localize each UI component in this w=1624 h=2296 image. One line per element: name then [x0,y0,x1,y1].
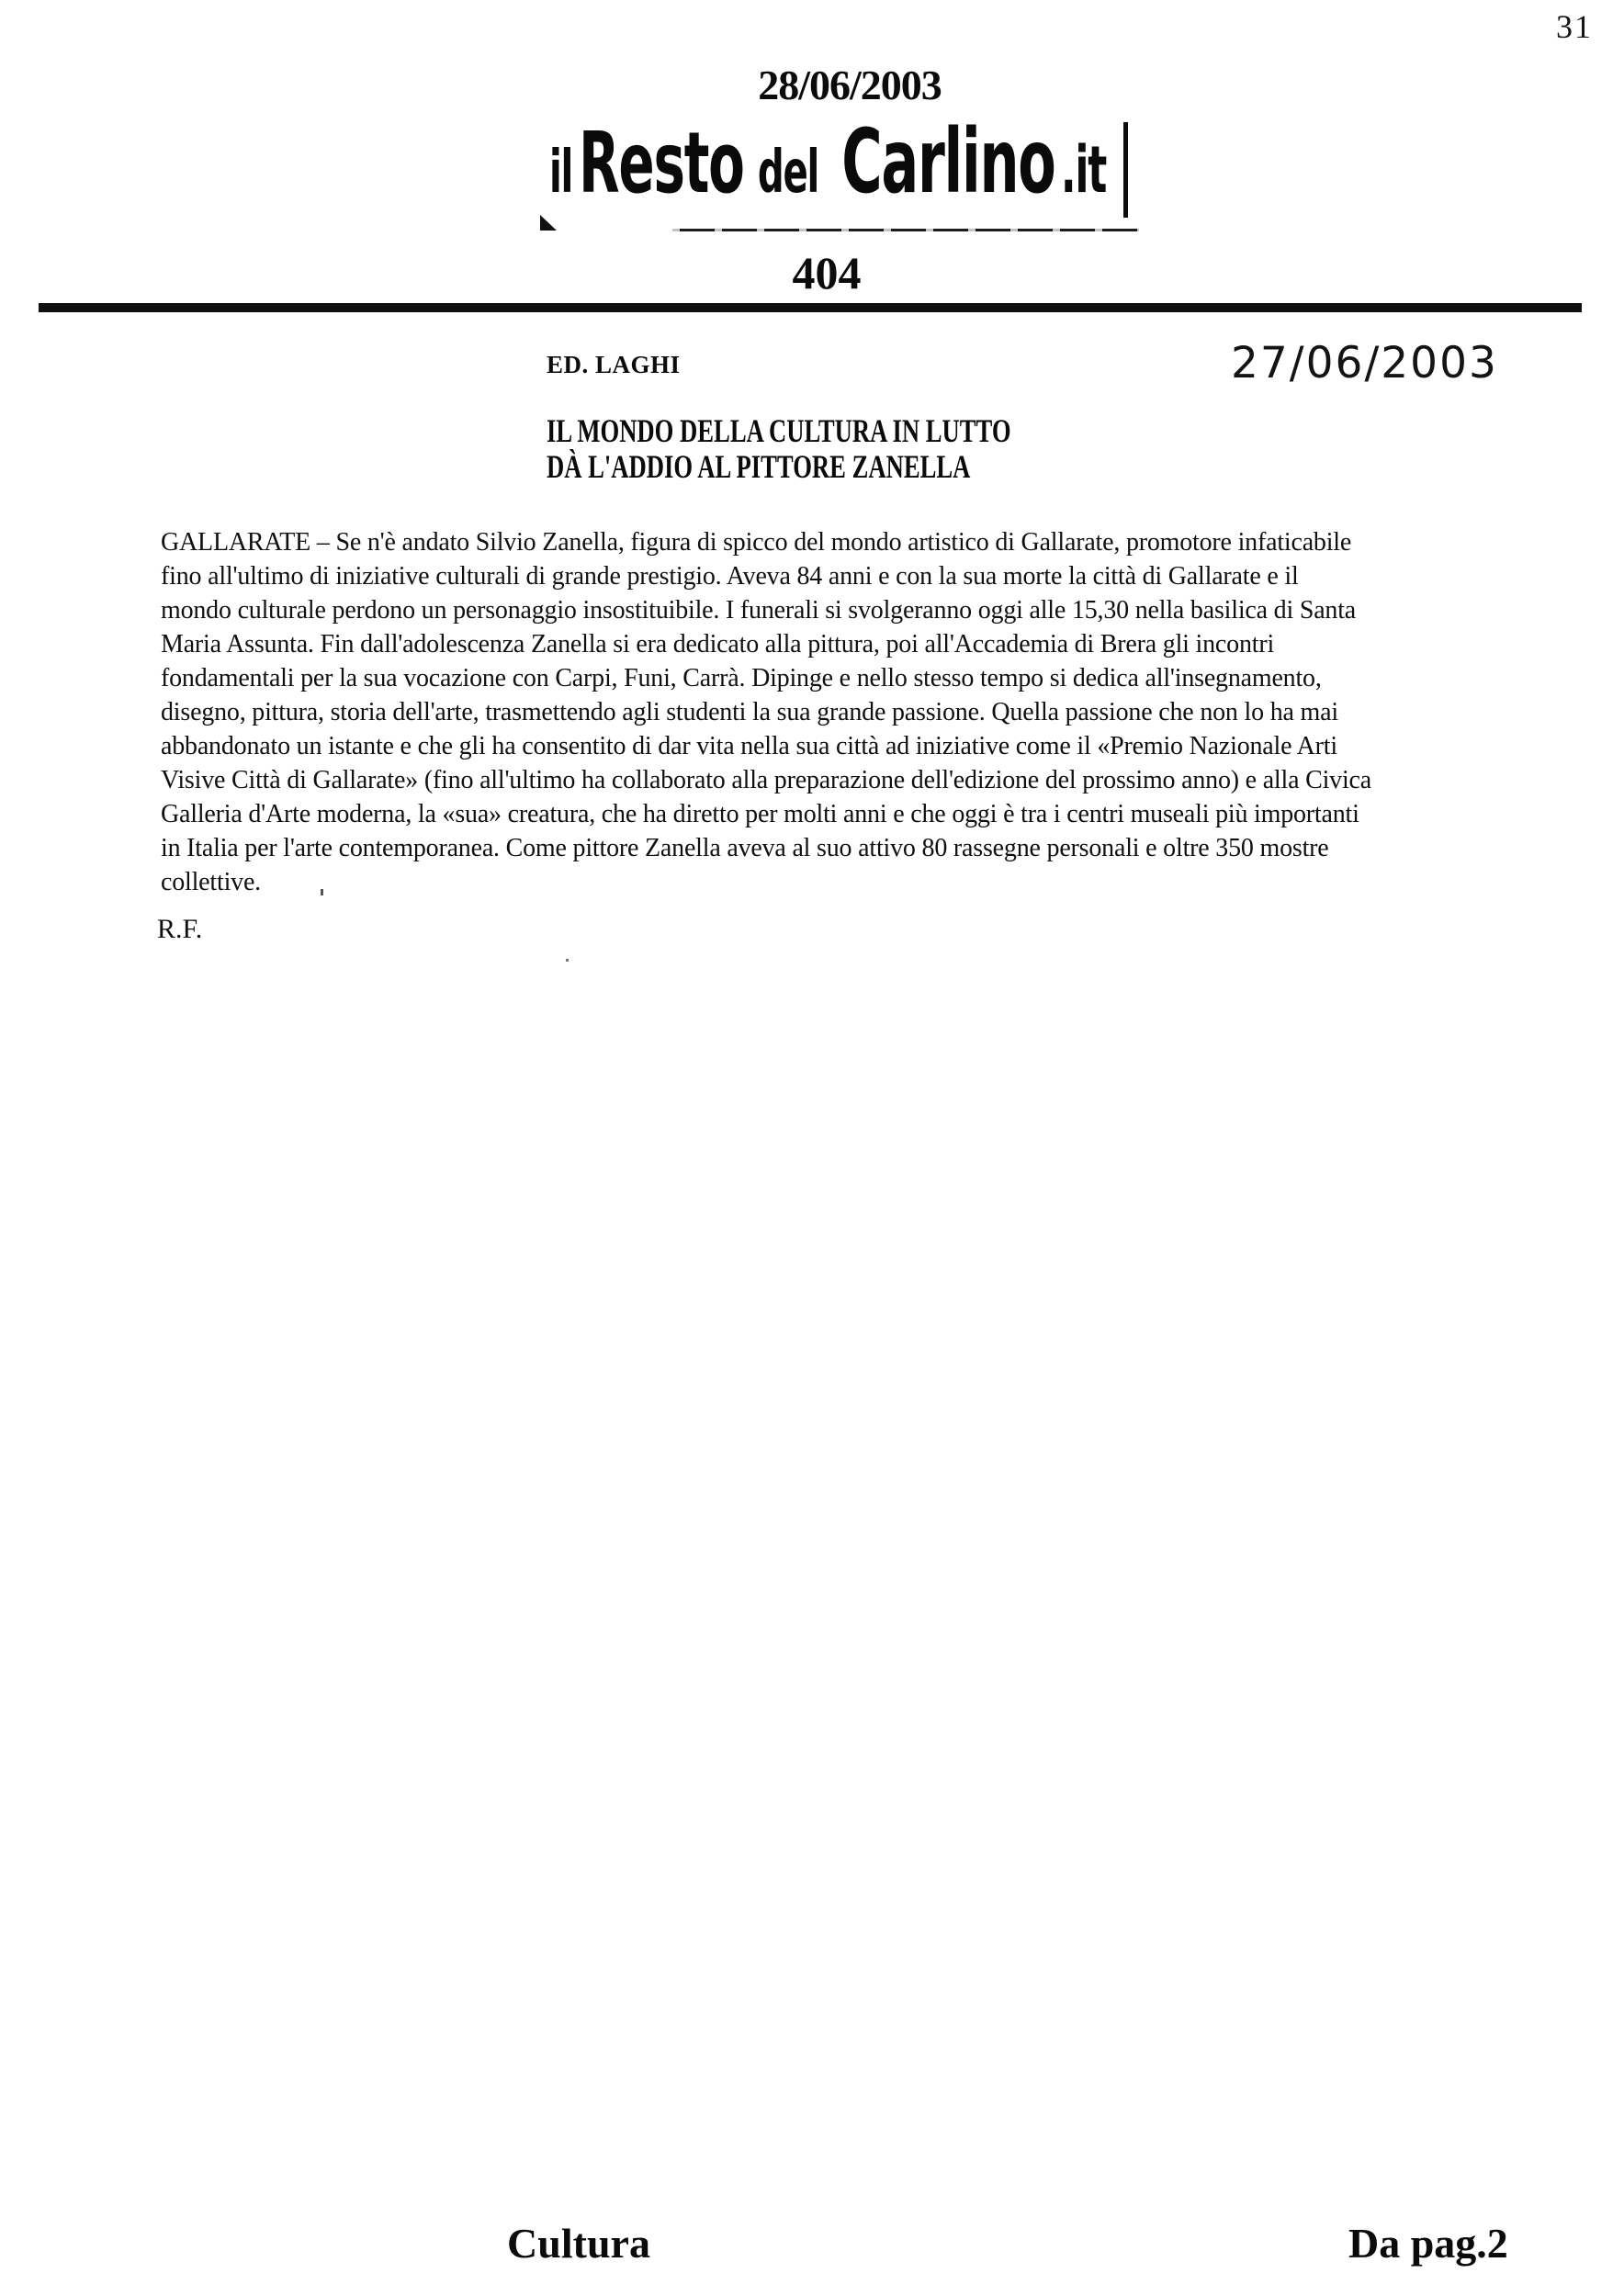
body-line: mondo culturale perdono un personaggio insostituibile. I funerali si svolgeranno oggi alle 15,30 nella basilica di Santa [161,596,1357,625]
edition-label: ED. LAGHI [547,351,681,378]
page-number: 31 [1556,8,1593,45]
footer-section-label: Cultura [507,2220,650,2267]
body-line: collettive. [161,868,261,896]
scan-speck [321,889,323,895]
author-initials: R.F. [157,914,203,944]
body-line: in Italia per l'arte contemporanea. Come pittore Zanella aveva al suo attivo 80 rassegne personali e oltre 350 mostre [161,834,1329,862]
scan-speck [566,959,569,962]
clipping-code: 404 [792,247,862,298]
article-headline [547,413,1011,485]
headline-line-2: DÀ L'ADDIO AL PITTORE ZANELLA [547,448,971,485]
masthead-word-del: del [757,139,819,207]
divider-rule [39,303,1582,312]
masthead-vertical-bar [1123,122,1128,218]
masthead-word-resto: Resto [579,114,744,212]
article-body [161,525,1371,899]
body-line: disegno, pittura, storia dell'arte, trasmettendo agli studenti la sua grande passione. Quella passione che non lo ha mai [161,698,1338,726]
masthead-suffix: .it [1060,132,1107,208]
body-line: GALLARATE – Se n'è andato Silvio Zanella, figura di spicco del mondo artistico di Gallarate, promotore infaticabile [161,528,1352,557]
body-line: abbandonato un istante e che gli ha consentito di dar vita nella sua città ad iniziative come il «Premio Nazionale Arti [161,732,1337,760]
masthead-logo [549,110,1107,213]
body-line: fino all'ultimo di iniziative culturali di grande prestigio. Aveva 84 anni e con la sua morte la città di Gallarate e il [161,562,1299,591]
scan-date: 28/06/2003 [758,62,942,108]
body-line: Maria Assunta. Fin dall'adolescenza Zanella si era dedicato alla pittura, poi all'Accademia di Brera gli incontri [161,630,1275,658]
body-line: Visive Città di Gallarate» (fino all'ultimo ha collaborato alla preparazione dell'edizione del prossimo anno) e alla Civica [161,766,1372,794]
corner-mark-icon [540,215,557,231]
body-line: Galleria d'Arte moderna, la «sua» creatura, che ha diretto per molti anni e che oggi è tra i centri museali più importanti [161,800,1359,828]
body-line: fondamentali per la sua vocazione con Carpi, Funi, Carrà. Dipinge e nello stesso tempo si dedica all'insegnamento, [161,664,1322,692]
footer-page-reference: Da pag.2 [1348,2220,1508,2267]
masthead-underline [672,229,1139,231]
masthead-word-carlino: Carlino [841,110,1055,213]
masthead-prefix: il [549,139,573,207]
article-date: 27/06/2003 [1231,338,1498,388]
headline-line-1: IL MONDO DELLA CULTURA IN LUTTO [547,412,1011,449]
